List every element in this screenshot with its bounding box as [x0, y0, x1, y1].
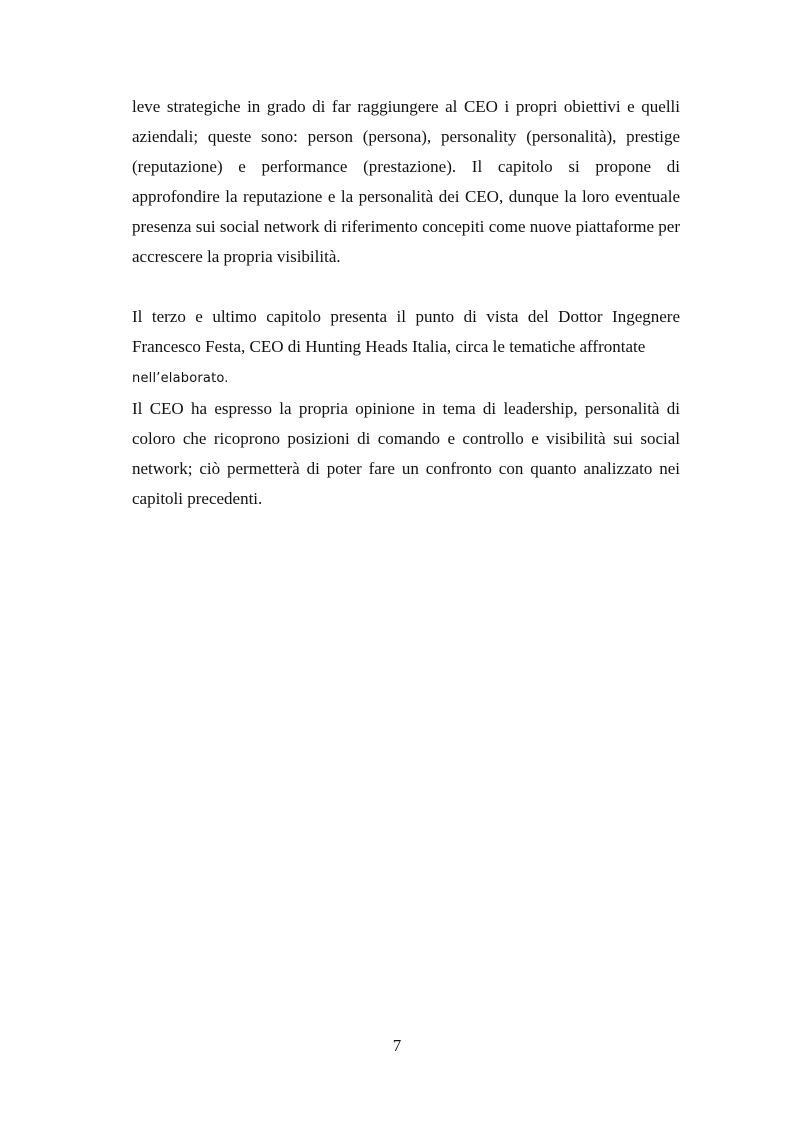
paragraph-strategic-levers: leve strategiche in grado di far raggiungere al CEO i propri obiettivi e quelli aziendali; queste sono: person (persona), personality (personalità), prestige (reputazione) e performance (prestazione). Il capitolo si propone di approfondire la reputazione e la personalità dei CEO, dunque la loro eventuale presenza sui social network di riferimento concepiti come nuove piattaforme per accrescere la propria visibilità.	[132, 97, 680, 266]
page-number: 7	[392, 1036, 402, 1055]
paragraph-third-chapter-text: Il terzo e ultimo capitolo presenta il punto di vista del Dottor Ingegnere Francesco Festa, CEO di Hunting Heads Italia, circa le tematiche affrontate	[132, 307, 680, 356]
body-text	[132, 92, 680, 514]
paragraph-third-chapter-tail: nell’elaborato.	[132, 371, 229, 386]
paragraph-ceo-opinion: Il CEO ha espresso la propria opinione in tema di leadership, personalità di coloro che ricoprono posizioni di comando e controllo e visibilità sui social network; ciò permetterà di poter fare un confronto con quanto analizzato nei capitoli precedenti.	[132, 399, 680, 508]
paragraph-third-chapter	[132, 302, 680, 394]
